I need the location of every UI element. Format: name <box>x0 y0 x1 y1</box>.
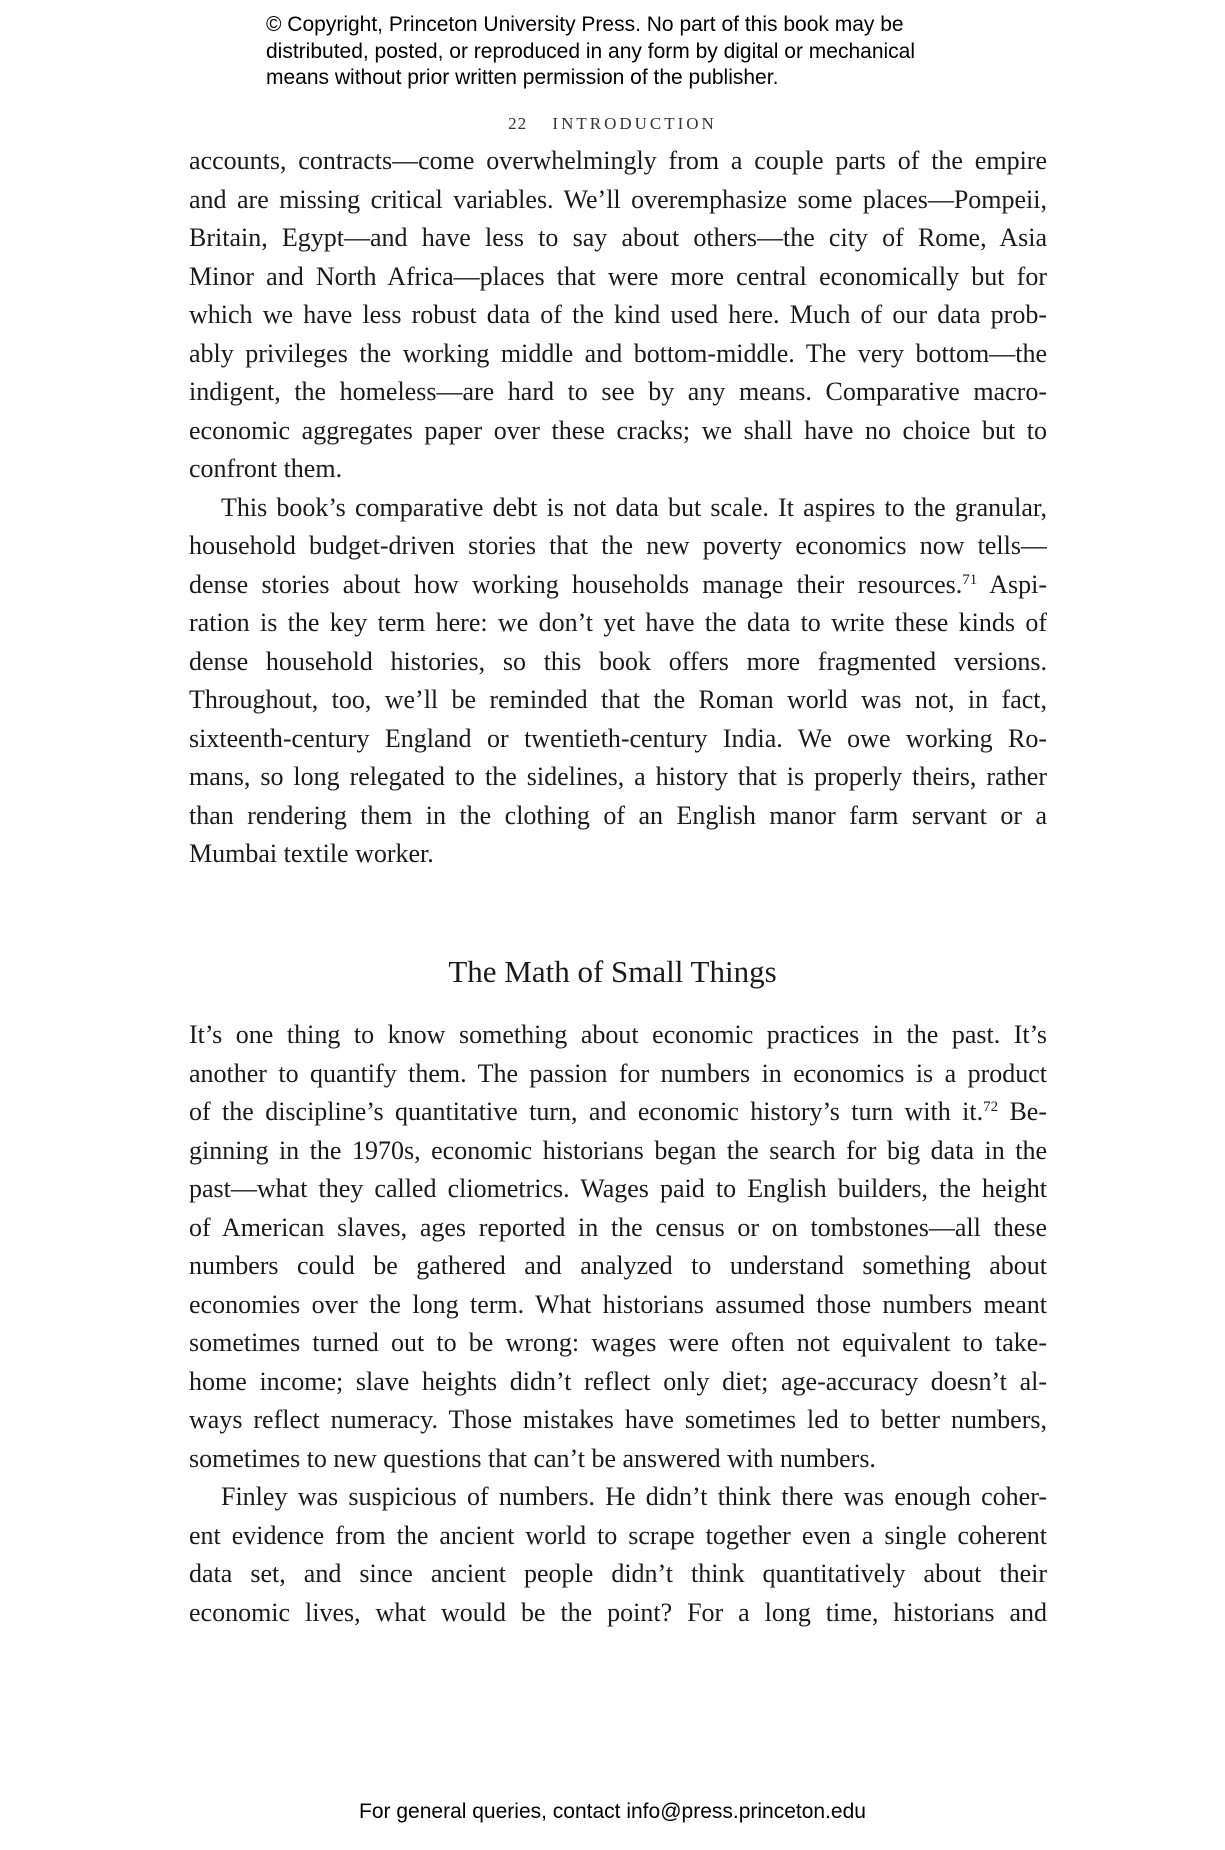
text-line <box>189 1594 1047 1633</box>
text-segment: accounts, contracts—come overwhelmingly from a couple parts of the empire <box>189 146 1047 175</box>
text-segment: which we have less robust data of the kind used here. Much of our data prob- <box>189 300 1047 329</box>
text-line <box>189 681 1047 720</box>
text-segment: data set, and since ancient people didn’t think quantitatively about their <box>189 1559 1047 1588</box>
footnote-reference[interactable]: 72 <box>983 1099 999 1115</box>
text-segment: ways reflect numeracy. Those mistakes have sometimes led to better numbers, <box>189 1405 1047 1434</box>
text-segment: Britain, Egypt—and have less to say about others—the city of Rome, Asia <box>189 223 1047 252</box>
text-segment: numbers could be gathered and analyzed to understand something about <box>189 1251 1047 1280</box>
running-head <box>0 114 1225 134</box>
text-segment: Throughout, too, we’ll be reminded that the Roman world was not, in fact, <box>189 685 1047 714</box>
text-line <box>189 1555 1047 1594</box>
paragraph <box>189 1478 1047 1632</box>
text-segment: economic aggregates paper over these cracks; we shall have no choice but to <box>189 415 1047 445</box>
text-line <box>189 1055 1047 1094</box>
text-line <box>189 566 1047 605</box>
page-number: 22 <box>508 114 528 133</box>
text-line <box>189 1247 1047 1286</box>
text-segment: dense household histories, so this book offers more fragmented versions. <box>189 646 1047 676</box>
text-line <box>189 1286 1047 1325</box>
text-segment: ration is the key term here: we don’t yet have the data to write these kinds of <box>189 608 1047 637</box>
text-line <box>189 1478 1047 1517</box>
text-segment: economies over the long term. What historians assumed those numbers meant <box>189 1289 1047 1319</box>
text-line <box>189 335 1047 374</box>
text-segment: economic lives, what would be the point? For a long time, historians and <box>189 1597 1047 1627</box>
footnote-reference[interactable]: 71 <box>962 571 978 588</box>
text-line <box>189 373 1047 412</box>
text-segment: of American slaves, ages reported in the census or on tombstones—all these <box>189 1212 1047 1242</box>
running-head-section: INTRODUCTION <box>552 114 717 133</box>
text-segment: mans, so long relegated to the sidelines, a history that is properly theirs, rather <box>189 762 1047 791</box>
body-text-after-heading <box>189 1016 1047 1632</box>
text-segment: another to quantify them. The passion for numbers in economics is a product <box>189 1058 1047 1088</box>
text-line <box>189 1517 1047 1556</box>
text-line <box>189 835 1047 874</box>
text-line <box>189 142 1047 181</box>
text-segment: sometimes to new questions that can’t be answered with numbers. <box>189 1443 876 1473</box>
text-line <box>189 450 1047 489</box>
copyright-line: © Copyright, Princeton University Press. No part of this book may be <box>266 13 904 36</box>
text-line <box>189 489 1047 528</box>
text-line <box>189 258 1047 297</box>
text-segment: This book’s comparative debt is not data but scale. It aspires to the granular, <box>221 492 1047 522</box>
copyright-line: means without prior written permission of the publisher. <box>266 66 779 89</box>
footer-contact: For general queries, contact info@press.princeton.edu <box>359 1800 866 1823</box>
text-segment: confront them. <box>189 454 343 483</box>
text-line <box>189 181 1047 220</box>
text-line <box>189 296 1047 335</box>
text-segment: Minor and North Africa—places that were more central economically but for <box>189 261 1047 291</box>
text-segment: household budget-driven stories that the new poverty economics now tells— <box>189 531 1047 560</box>
text-segment: ent evidence from the ancient world to scrape together even a single coherent <box>189 1520 1047 1550</box>
text-segment: sometimes turned out to be wrong: wages were often not equivalent to take- <box>189 1328 1047 1357</box>
text-line <box>189 1363 1047 1402</box>
text-segment: of the discipline’s quantitative turn, and economic history’s turn with it. <box>189 1097 984 1126</box>
paragraph <box>189 489 1047 874</box>
text-line <box>189 1401 1047 1440</box>
paragraph <box>189 142 1047 489</box>
text-line <box>189 1016 1047 1055</box>
copyright-notice <box>266 12 915 92</box>
text-segment: dense stories about how working households manage their resources. <box>189 569 963 599</box>
body-text-before-heading <box>189 142 1047 874</box>
text-segment: ably privileges the working middle and bottom-middle. The very bottom—the <box>189 338 1047 368</box>
text-line <box>189 758 1047 797</box>
text-line <box>189 720 1047 759</box>
text-line <box>189 1209 1047 1248</box>
text-line <box>189 527 1047 566</box>
text-segment: Finley was suspicious of numbers. He didn’t think there was enough coher- <box>221 1482 1047 1511</box>
text-line <box>189 1170 1047 1209</box>
copyright-line: distributed, posted, or reproduced in any form by digital or mechanical <box>266 39 916 63</box>
text-line <box>189 1440 1047 1479</box>
text-segment: Mumbai textile worker. <box>189 839 434 868</box>
text-segment: Be- <box>998 1097 1047 1126</box>
text-line <box>189 797 1047 836</box>
text-segment: indigent, the homeless—are hard to see by any means. Comparative macro- <box>189 377 1047 406</box>
text-line <box>189 1324 1047 1363</box>
text-segment: and are missing critical variables. We’ll overemphasize some places—Pompeii, <box>189 184 1047 214</box>
text-line <box>189 219 1047 258</box>
text-segment: past—what they called cliometrics. Wages paid to English builders, the height <box>189 1174 1047 1203</box>
paragraph <box>189 1016 1047 1478</box>
text-segment: ginning in the 1970s, economic historians began the search for big data in the <box>189 1135 1047 1165</box>
text-segment: home income; slave heights didn’t reflect only diet; age-accuracy doesn’t al- <box>189 1366 1047 1396</box>
text-line <box>189 604 1047 643</box>
section-heading: The Math of Small Things <box>448 954 777 989</box>
text-line <box>189 1093 1047 1132</box>
text-segment: than rendering them in the clothing of an English manor farm servant or a <box>189 800 1047 830</box>
text-line <box>189 412 1047 451</box>
text-segment: Aspi- <box>977 569 1047 599</box>
text-segment: It’s one thing to know something about economic practices in the past. It’s <box>189 1020 1047 1049</box>
text-line <box>189 1132 1047 1171</box>
text-segment: sixteenth-century England or twentieth-century India. We owe working Ro- <box>189 723 1047 753</box>
text-line <box>189 643 1047 682</box>
